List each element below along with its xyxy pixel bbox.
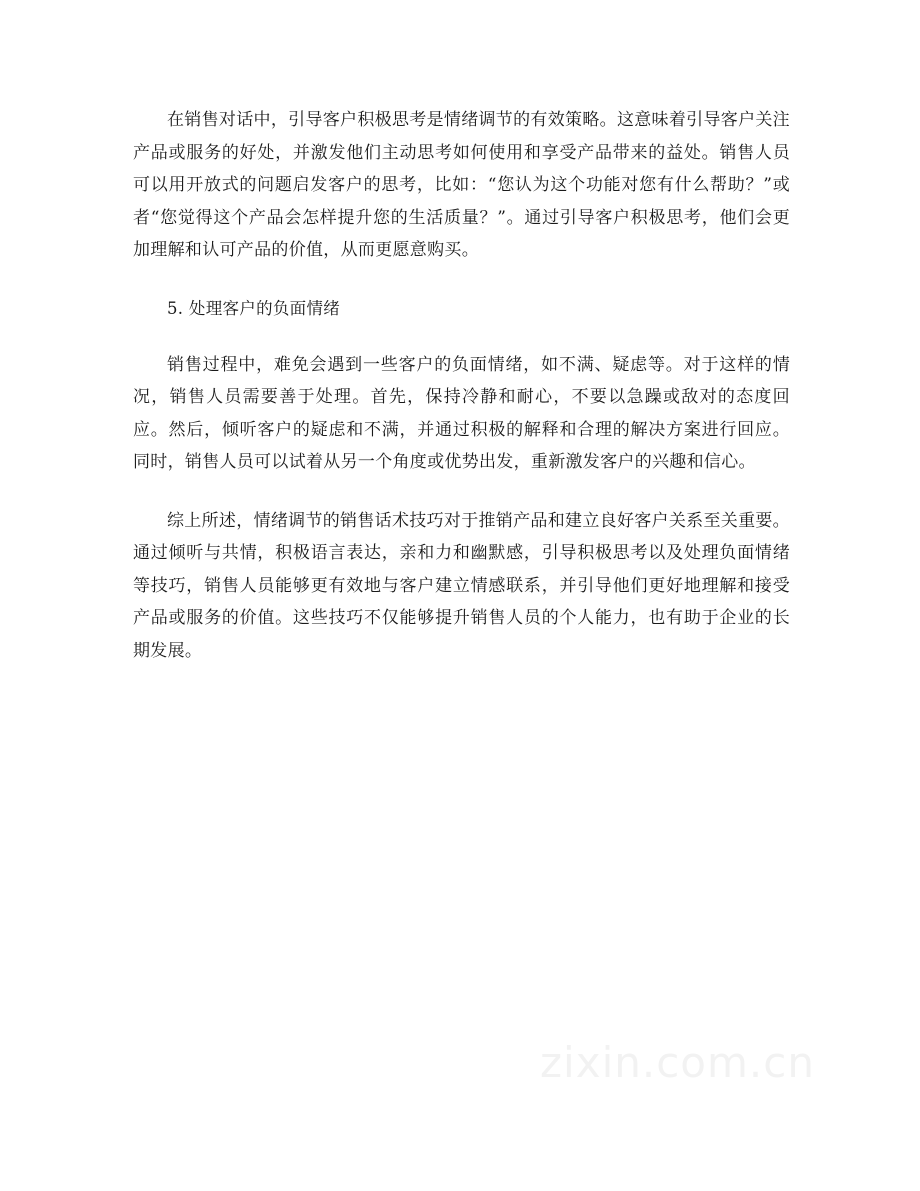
watermark: zixin.com.cn (540, 1038, 815, 1087)
paragraph-positive-thinking: 在销售对话中，引导客户积极思考是情绪调节的有效策略。这意味着引导客户关注产品或服务的好处，并激发他们主动思考如何使用和享受产品带来的益处。销售人员可以用开放式的问题启发客户的思考，比如：“您认为这个功能对您有什么帮助？”或者“您觉得这个产品会怎样提升您的生活质量？”。通过引导客户积极思考，他们会更加理解和认可产品的价值，从而更愿意购买。 (133, 110, 790, 260)
section-heading-negative-emotions: 5. 处理客户的负面情绪 (167, 298, 341, 318)
paragraph-conclusion: 综上所述，情绪调节的销售话术技巧对于推销产品和建立良好客户关系至关重要。通过倾听与共情，积极语言表达，亲和力和幽默感，引导积极思考以及处理负面情绪等技巧，销售人员能够更有效地与客户建立情感联系，并引导他们更好地理解和接受产品或服务的价值。这些技巧不仅能够提升销售人员的个人能力，也有助于企业的长期发展。 (133, 510, 790, 661)
document-body (133, 104, 790, 693)
paragraph-negative-emotions: 销售过程中，难免会遇到一些客户的负面情绪，如不满、疑虑等。对于这样的情况，销售人员需要善于处理。首先，保持冷静和耐心，不要以急躁或敌对的态度回应。然后，倾听客户的疑虑和不满，并通过积极的解释和合理的解决方案进行回应。同时，销售人员可以试着从另一个角度或优势出发，重新激发客户的兴趣和信心。 (133, 354, 790, 472)
